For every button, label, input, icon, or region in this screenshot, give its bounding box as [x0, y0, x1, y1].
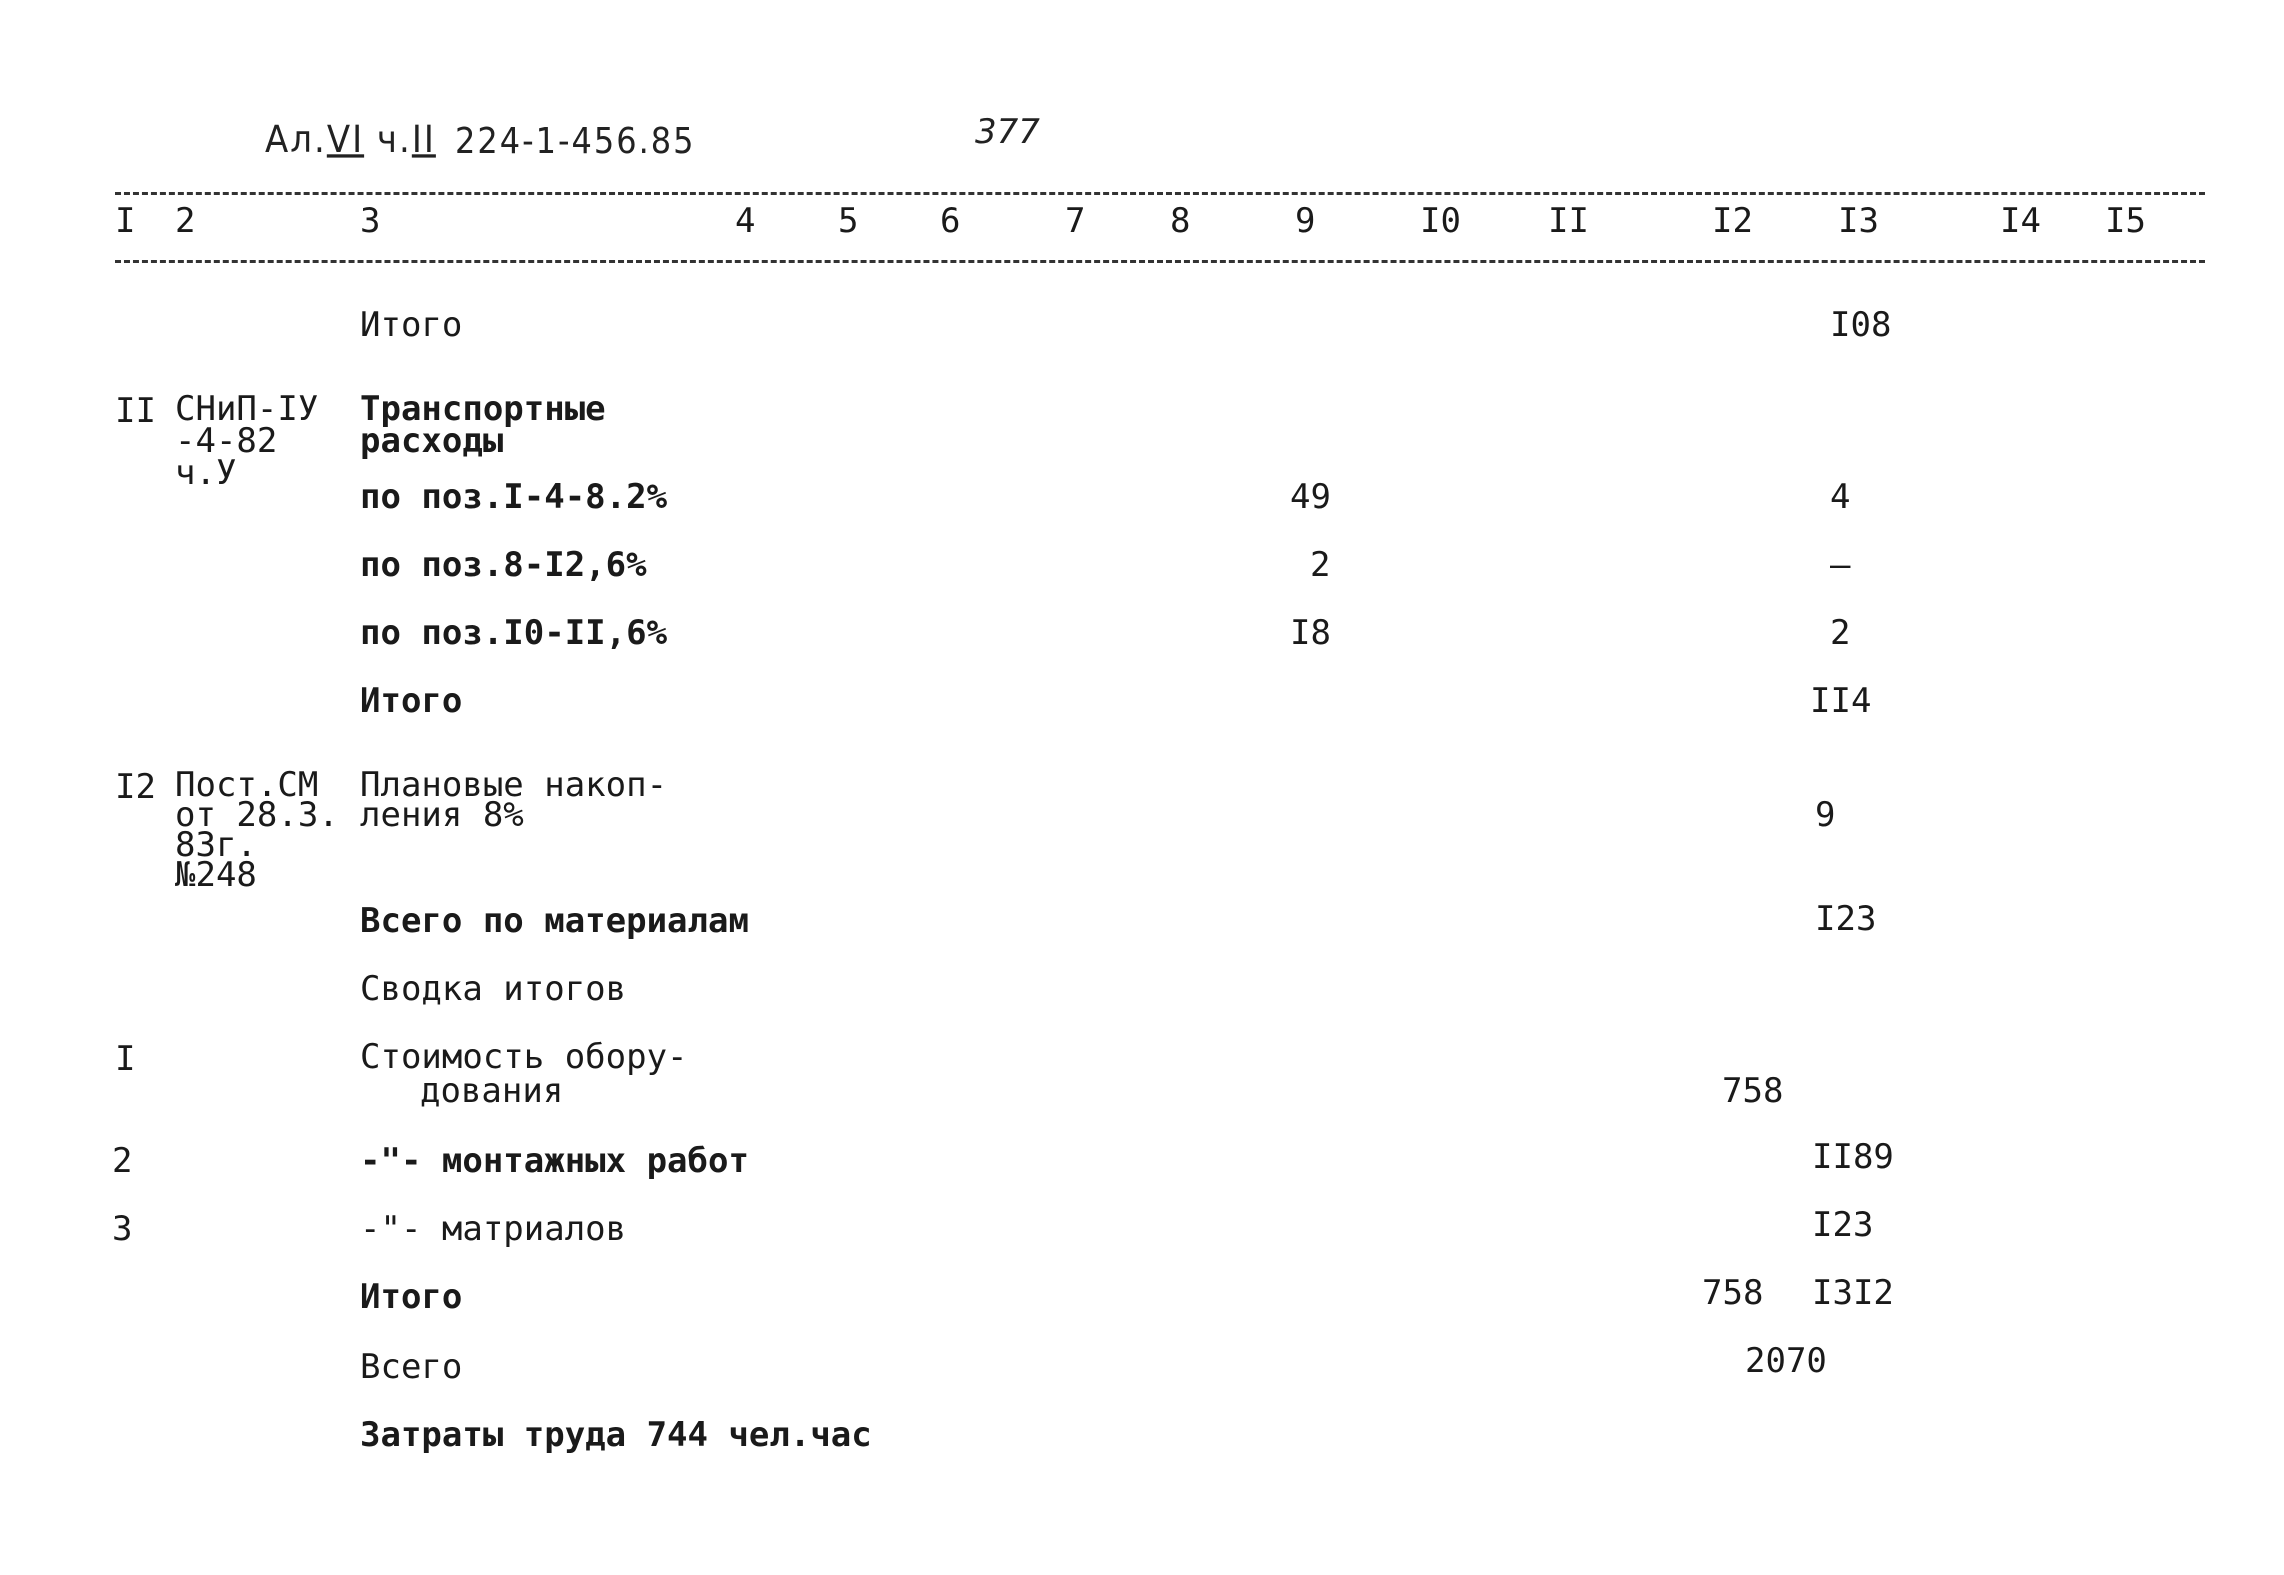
plan-name-1: Плановые накоп-	[360, 765, 668, 805]
header-rule-bottom	[115, 260, 2205, 263]
transport-basis-3: ч.У	[175, 453, 237, 493]
plan-number: I2	[115, 767, 156, 807]
pos-2-label: по поз.8-I2,6%	[360, 545, 647, 585]
album-code	[265, 118, 436, 162]
summary-2-col13: II89	[1812, 1137, 1894, 1177]
summary-heading: Сводка итогов	[360, 969, 627, 1009]
col-4: 4	[735, 201, 756, 241]
col-11: II	[1548, 201, 1589, 241]
header-rule-top	[115, 192, 2205, 195]
col-3: 3	[360, 201, 381, 241]
plan-name-2: ления 8%	[360, 795, 524, 835]
col-7: 7	[1065, 201, 1086, 241]
col-10: I0	[1420, 201, 1461, 241]
labor-costs: Затраты труда 744 чел.час	[360, 1415, 872, 1455]
col-9: 9	[1295, 201, 1316, 241]
pos-3-col9: I8	[1290, 613, 1331, 653]
part-prefix: ч.	[376, 118, 412, 162]
summary-3-col13: I23	[1812, 1205, 1874, 1245]
col-12: I2	[1712, 201, 1753, 241]
plan-basis-3: 83г.	[175, 825, 257, 865]
itogo-1-col13: I08	[1830, 305, 1892, 345]
summary-1-name-2: дования	[420, 1071, 564, 1111]
summary-1-col12: 758	[1722, 1071, 1784, 1111]
col-8: 8	[1170, 201, 1191, 241]
pos-3-label: по поз.I0-II,6%	[360, 613, 668, 653]
summary-3-name: -"- матриалов	[360, 1209, 627, 1249]
itogo-2-label: Итого	[360, 681, 463, 721]
col-13: I3	[1838, 201, 1879, 241]
summary-1-name-1: Стоимость обору-	[360, 1037, 688, 1077]
vsego-total: 2070	[1745, 1341, 1827, 1381]
vsego-materials-col13: I23	[1815, 899, 1877, 939]
part-number: II	[411, 118, 436, 162]
itogo-1-label: Итого	[360, 305, 463, 345]
col-5: 5	[838, 201, 859, 241]
summary-1-number: I	[115, 1039, 136, 1079]
pos-3-col13: 2	[1830, 613, 1851, 653]
summary-2-number: 2	[112, 1141, 133, 1181]
plan-basis-1: Пост.СМ	[175, 765, 319, 805]
album-prefix: Ал.	[265, 118, 327, 162]
transport-basis-1: СНиП-IУ	[175, 389, 319, 429]
plan-col13: 9	[1815, 795, 1836, 835]
plan-basis-2: от 28.3.	[175, 795, 339, 835]
pos-2-col13: –	[1830, 545, 1851, 585]
pos-1-col13: 4	[1830, 477, 1851, 517]
project-number: 224-1-456.85	[455, 120, 696, 162]
summary-3-number: 3	[112, 1209, 133, 1249]
page-number: 377	[975, 112, 1040, 152]
transport-name-2: расходы	[360, 421, 504, 461]
summary-2-name: -"- монтажных работ	[360, 1141, 749, 1181]
pos-2-col9: 2	[1310, 545, 1331, 585]
col-14: I4	[2000, 201, 2041, 241]
col-2: 2	[175, 201, 196, 241]
itogo-2-col13: II4	[1810, 681, 1872, 721]
itogo-3-label: Итого	[360, 1277, 463, 1317]
vsego-materials-label: Всего по материалам	[360, 901, 749, 941]
itogo-3-col13: I3I2	[1812, 1273, 1894, 1313]
transport-name-1: Транспортные	[360, 389, 606, 429]
pos-1-label: по поз.I-4-8.2%	[360, 477, 668, 517]
transport-basis-2: -4-82	[175, 421, 278, 461]
col-15: I5	[2105, 201, 2146, 241]
pos-1-col9: 49	[1290, 477, 1331, 517]
transport-number: II	[115, 391, 156, 431]
col-6: 6	[940, 201, 961, 241]
col-1: I	[115, 201, 136, 241]
plan-basis-4: №248	[175, 855, 257, 895]
itogo-3-col12: 758	[1702, 1273, 1764, 1313]
album-volume: VI	[326, 118, 365, 162]
vsego-label: Всего	[360, 1347, 463, 1387]
